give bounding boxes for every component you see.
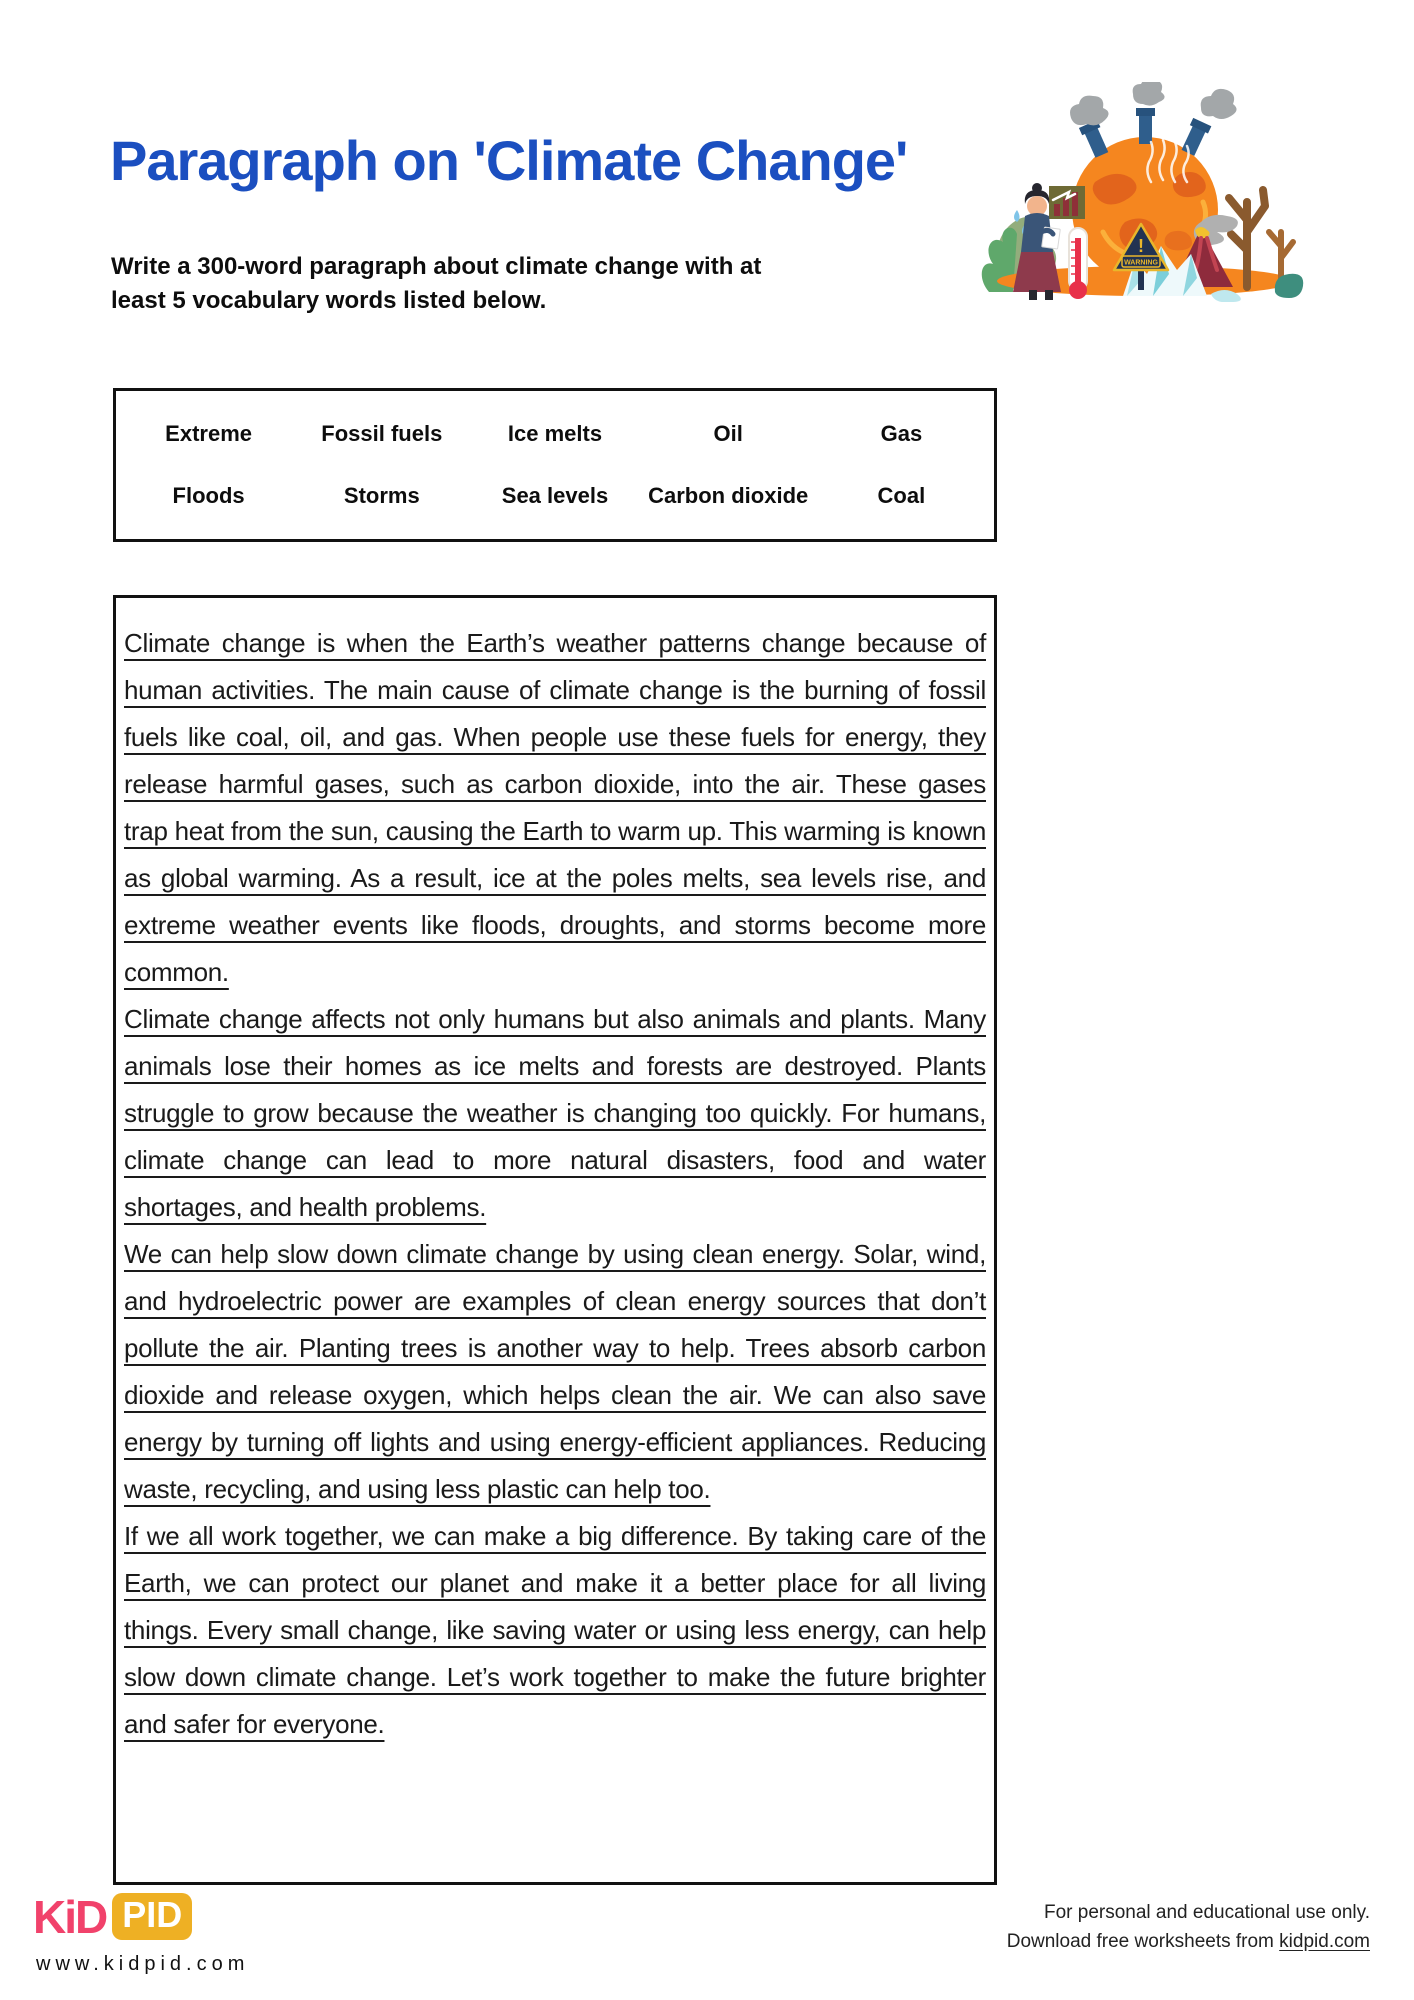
thermometer-icon: [1069, 228, 1087, 299]
vocabulary-box: [113, 388, 997, 542]
climate-illustration-graphic: [975, 82, 1310, 302]
vocab-word: Ice melts: [507, 421, 603, 446]
vocab-word: Gas: [880, 421, 923, 446]
logo-pid-badge: PID: [112, 1893, 192, 1940]
logo-kid-text: KiD: [33, 1890, 107, 1943]
kidpid-link[interactable]: kidpid.com: [1279, 1931, 1370, 1952]
vocab-word: Oil: [713, 421, 743, 446]
essay-paragraph-4: If we all work together, we can make a big difference. By taking care of the Earth, we can protect our planet and make it a better place for all living things. Every small change, like saving water or using less energy, can help slow down climate change. Let’s work together to make the future brighter and safer for everyone.: [124, 1521, 986, 1739]
essay-paragraph-1: Climate change is when the Earth’s weather patterns change because of human activities. The main cause of climate change is the burning of fossil fuels like coal, oil, and gas. When people use these fuels for energy, they release harmful gases, such as carbon dioxide, into the air. These gases trap heat from the sun, causing the Earth to warm up. This warming is known as global warming. As a result, ice at the poles melts, sea levels rise, and extreme weather events like floods, droughts, and storms become more common.: [124, 628, 986, 987]
vocab-word: Coal: [877, 483, 926, 508]
smoke-icon: [1070, 82, 1237, 125]
usage-note: [1007, 1898, 1370, 1956]
vocab-word: Extreme: [165, 421, 253, 446]
warning-label: WARNING: [1124, 259, 1158, 267]
kidpid-logo: [33, 1890, 192, 1943]
rising-chart-icon: [1049, 186, 1085, 219]
vocab-word: Storms: [343, 483, 420, 508]
page-title: Paragraph on 'Climate Change': [110, 129, 908, 192]
essay-paragraph-3: We can help slow down climate change by using clean energy. Solar, wind, and hydroelectric power are examples of clean energy sources that don’t pollute the air. Planting trees is another way to help. Trees absorb carbon dioxide and release oxygen, which helps clean the air. We can also save energy by turning off lights and using energy-efficient appliances. Reducing waste, recycling, and using less plastic can help too.: [124, 1239, 986, 1504]
essay-box: [113, 595, 997, 1885]
vocab-word: Sea levels: [501, 483, 609, 508]
instruction-text: Write a 300-word paragraph about climate change with at least 5 vocabulary words listed below.: [111, 253, 762, 314]
vocab-word: Carbon dioxide: [648, 483, 809, 508]
climate-change-illustration: [975, 82, 1310, 302]
vocab-word: Fossil fuels: [321, 421, 443, 446]
essay-paragraph-2: Climate change affects not only humans but also animals and plants. Many animals lose their homes as ice melts and forests are destroyed. Plants struggle to grow because the weather is changing too quickly. For humans, climate change can lead to more natural disasters, food and water shortages, and health problems.: [124, 1004, 986, 1222]
usage-note-line1: For personal and educational use only.: [1043, 1902, 1370, 1923]
website-url: www.kidpid.com: [36, 1953, 250, 1975]
warning-exclamation: !: [1138, 236, 1144, 256]
usage-note-line2: [1007, 1927, 1370, 1956]
vocab-word: Floods: [172, 483, 245, 508]
download-note-text: Download free worksheets from: [1006, 1931, 1280, 1952]
